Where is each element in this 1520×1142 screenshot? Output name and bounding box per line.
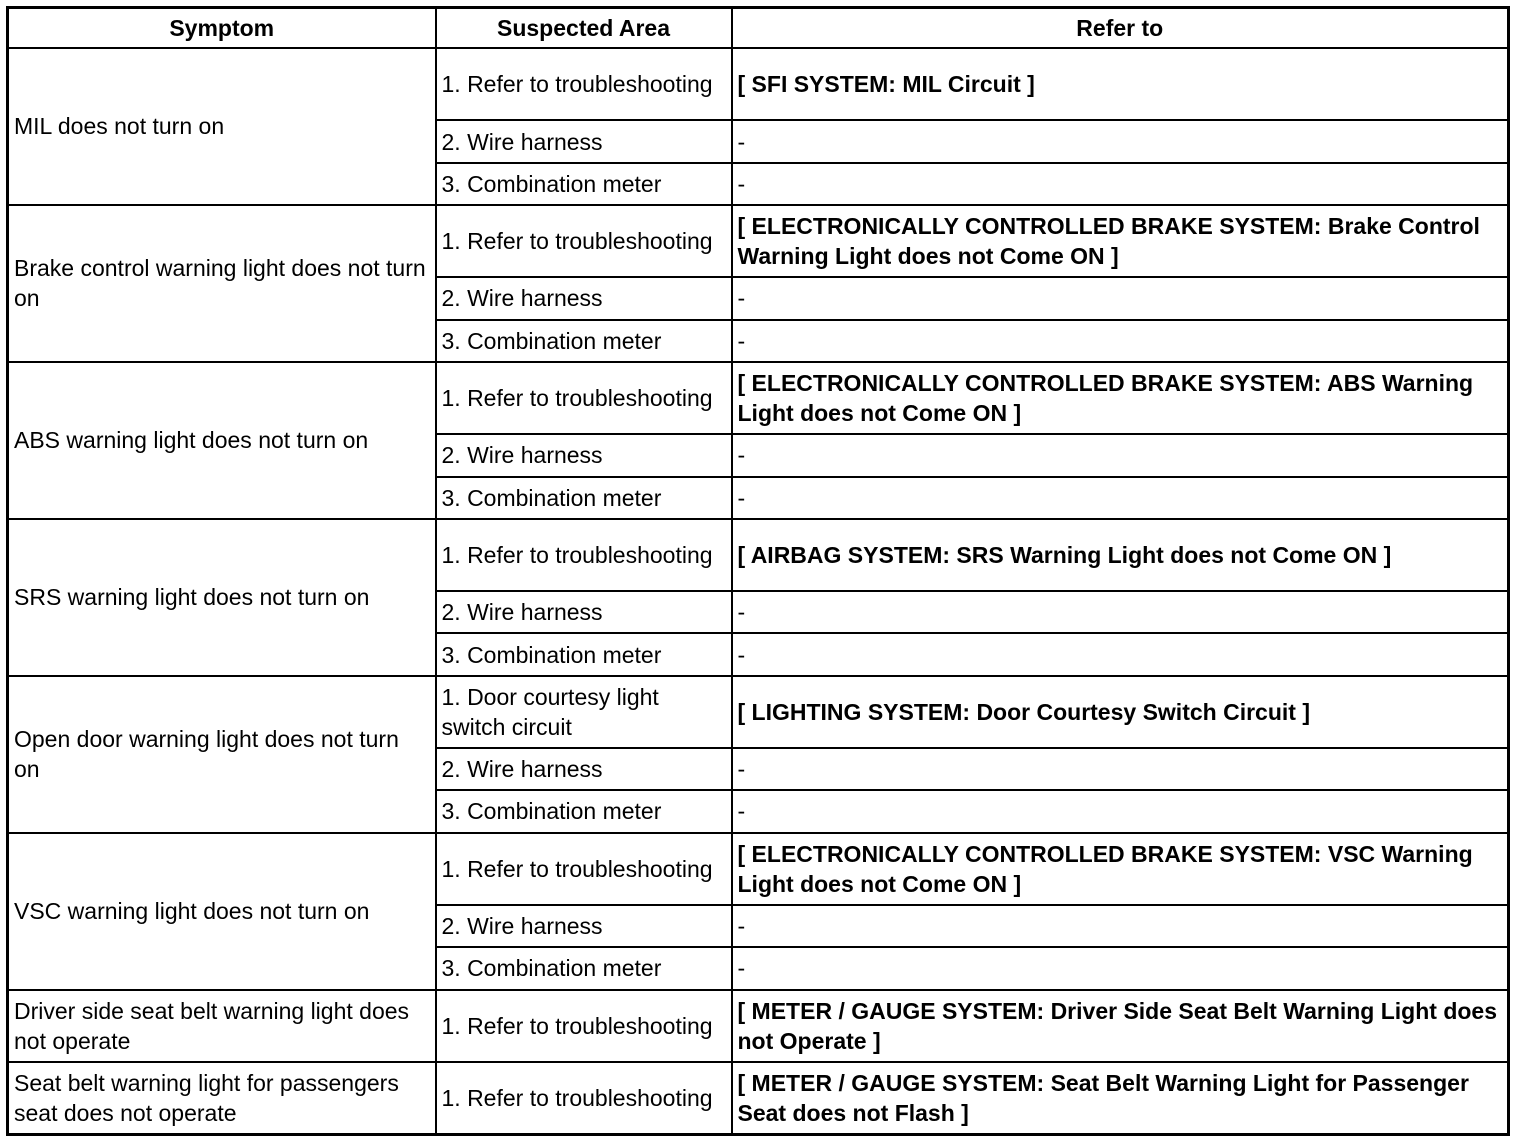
refer-to-cell: - bbox=[732, 748, 1509, 790]
header-refer-to: Refer to bbox=[732, 8, 1509, 49]
refer-to-cell: - bbox=[732, 434, 1509, 476]
table-row bbox=[8, 48, 1509, 120]
suspected-area-cell: 2. Wire harness bbox=[436, 277, 732, 319]
symptom-cell: Open door warning light does not turn on bbox=[8, 676, 436, 833]
refer-to-cell: [ SFI SYSTEM: MIL Circuit ] bbox=[732, 48, 1509, 120]
suspected-area-cell: 3. Combination meter bbox=[436, 790, 732, 832]
table-row bbox=[8, 205, 1509, 277]
symptom-cell: MIL does not turn on bbox=[8, 48, 436, 205]
symptom-cell: SRS warning light does not turn on bbox=[8, 519, 436, 676]
table-row bbox=[8, 1062, 1509, 1135]
suspected-area-cell: 1. Door courtesy light switch circuit bbox=[436, 676, 732, 748]
refer-to-cell: - bbox=[732, 633, 1509, 675]
suspected-area-cell: 2. Wire harness bbox=[436, 748, 732, 790]
refer-to-cell: [ LIGHTING SYSTEM: Door Courtesy Switch Circuit ] bbox=[732, 676, 1509, 748]
suspected-area-cell: 1. Refer to troubleshooting bbox=[436, 48, 732, 120]
refer-to-cell: - bbox=[732, 277, 1509, 319]
symptom-cell: VSC warning light does not turn on bbox=[8, 833, 436, 990]
suspected-area-cell: 3. Combination meter bbox=[436, 163, 732, 205]
refer-to-cell: - bbox=[732, 591, 1509, 633]
symptom-cell: Seat belt warning light for passengers seat does not operate bbox=[8, 1062, 436, 1135]
refer-to-cell: [ AIRBAG SYSTEM: SRS Warning Light does not Come ON ] bbox=[732, 519, 1509, 591]
refer-to-cell: - bbox=[732, 120, 1509, 162]
table-row bbox=[8, 833, 1509, 905]
suspected-area-cell: 1. Refer to troubleshooting bbox=[436, 519, 732, 591]
suspected-area-cell: 1. Refer to troubleshooting bbox=[436, 205, 732, 277]
symptom-cell: Brake control warning light does not turn on bbox=[8, 205, 436, 362]
table-row bbox=[8, 362, 1509, 434]
refer-to-cell: [ METER / GAUGE SYSTEM: Seat Belt Warning Light for Passenger Seat does not Flash ] bbox=[732, 1062, 1509, 1135]
refer-to-cell: - bbox=[732, 320, 1509, 362]
refer-to-cell: [ ELECTRONICALLY CONTROLLED BRAKE SYSTEM: ABS Warning Light does not Come ON ] bbox=[732, 362, 1509, 434]
header-symptom: Symptom bbox=[8, 8, 436, 49]
refer-to-cell: [ METER / GAUGE SYSTEM: Driver Side Seat Belt Warning Light does not Operate ] bbox=[732, 990, 1509, 1062]
suspected-area-cell: 1. Refer to troubleshooting bbox=[436, 833, 732, 905]
header-row bbox=[8, 8, 1509, 49]
refer-to-cell: - bbox=[732, 947, 1509, 989]
refer-to-cell: - bbox=[732, 790, 1509, 832]
refer-to-cell: [ ELECTRONICALLY CONTROLLED BRAKE SYSTEM: Brake Control Warning Light does not Come ON ] bbox=[732, 205, 1509, 277]
suspected-area-cell: 1. Refer to troubleshooting bbox=[436, 362, 732, 434]
suspected-area-cell: 2. Wire harness bbox=[436, 591, 732, 633]
suspected-area-cell: 2. Wire harness bbox=[436, 120, 732, 162]
table-row bbox=[8, 676, 1509, 748]
symptom-cell: ABS warning light does not turn on bbox=[8, 362, 436, 519]
suspected-area-cell: 3. Combination meter bbox=[436, 320, 732, 362]
suspected-area-cell: 3. Combination meter bbox=[436, 633, 732, 675]
table-row bbox=[8, 519, 1509, 591]
table-body bbox=[8, 48, 1509, 1135]
refer-to-cell: - bbox=[732, 477, 1509, 519]
table-row bbox=[8, 990, 1509, 1062]
refer-to-cell: - bbox=[732, 163, 1509, 205]
suspected-area-cell: 3. Combination meter bbox=[436, 947, 732, 989]
suspected-area-cell: 1. Refer to troubleshooting bbox=[436, 990, 732, 1062]
header-suspected-area: Suspected Area bbox=[436, 8, 732, 49]
symptom-cell: Driver side seat belt warning light does not operate bbox=[8, 990, 436, 1062]
suspected-area-cell: 1. Refer to troubleshooting bbox=[436, 1062, 732, 1135]
suspected-area-cell: 2. Wire harness bbox=[436, 905, 732, 947]
symptom-table bbox=[6, 6, 1510, 1136]
suspected-area-cell: 3. Combination meter bbox=[436, 477, 732, 519]
suspected-area-cell: 2. Wire harness bbox=[436, 434, 732, 476]
refer-to-cell: - bbox=[732, 905, 1509, 947]
refer-to-cell: [ ELECTRONICALLY CONTROLLED BRAKE SYSTEM: VSC Warning Light does not Come ON ] bbox=[732, 833, 1509, 905]
